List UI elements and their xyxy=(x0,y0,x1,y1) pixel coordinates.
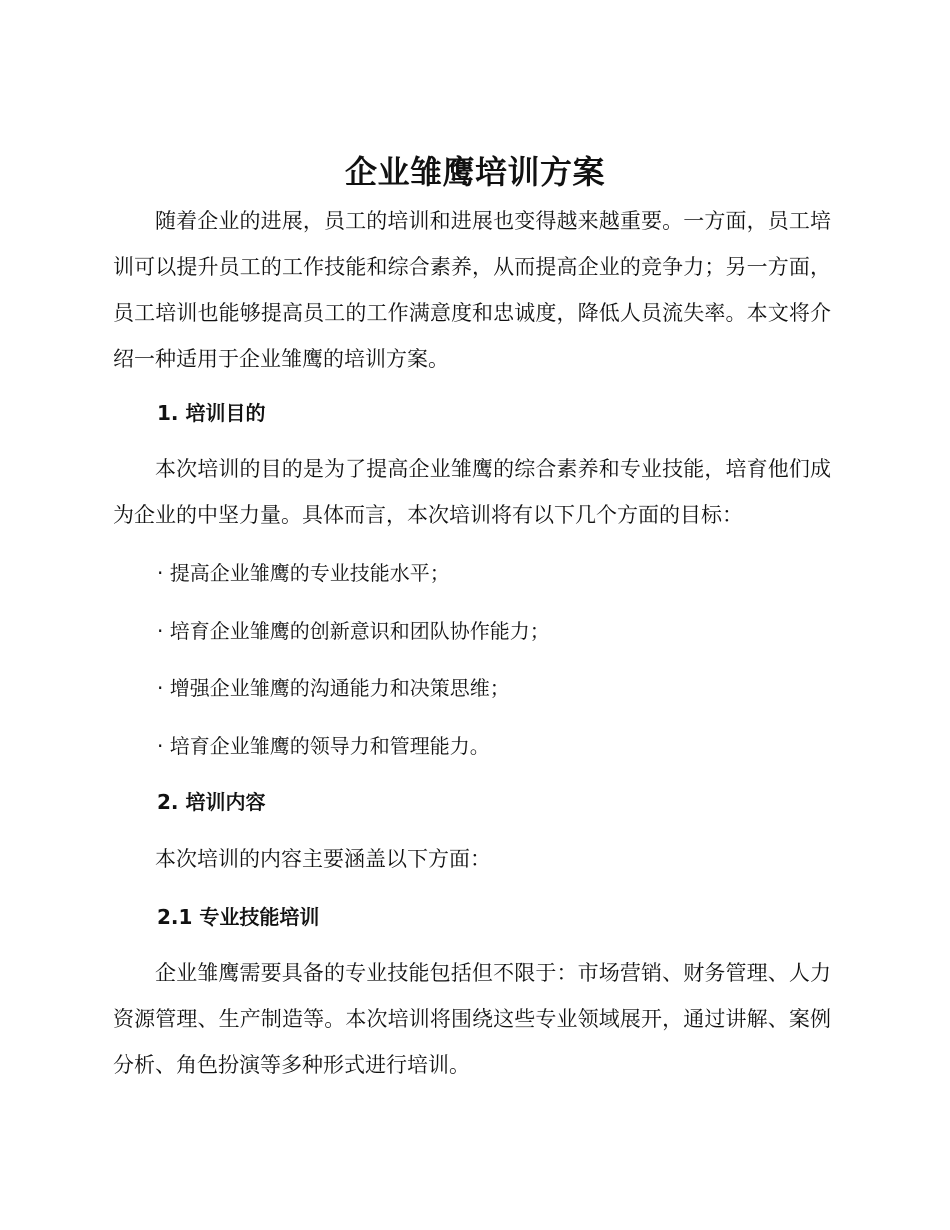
section-1-paragraph: 本次培训的目的是为了提高企业雏鹰的综合素养和专业技能，培育他们成为企业的中坚力量。具体而言，本次培训将有以下几个方面的目标： xyxy=(113,457,831,527)
goal-bullet-4: · 培育企业雏鹰的领导力和管理能力。 xyxy=(157,734,490,758)
goal-bullet-1: · 提高企业雏鹰的专业技能水平； xyxy=(157,561,450,585)
section-1-heading: 1. 培训目的 xyxy=(157,401,266,425)
intro-paragraph: 随着企业的进展，员工的培训和进展也变得越来越重要。一方面，员工培训可以提升员工的工作技能和综合素养，从而提高企业的竞争力；另一方面，员工培训也能够提高员工的工作满意度和忠诚度，降低人员流失率。本文将介绍一种适用于企业雏鹰的培训方案。 xyxy=(113,209,831,371)
section-2-paragraph: 本次培训的内容主要涵盖以下方面： xyxy=(155,847,491,871)
section-2-heading: 2. 培训内容 xyxy=(157,790,266,814)
subsection-2-1-heading: 2.1 专业技能培训 xyxy=(157,905,320,929)
document-title: 企业雏鹰培训方案 xyxy=(344,153,605,191)
subsection-2-1-paragraph: 企业雏鹰需要具备的专业技能包括但不限于：市场营销、财务管理、人力资源管理、生产制造等。本次培训将围绕这些专业领域展开，通过讲解、案例分析、角色扮演等多种形式进行培训。 xyxy=(113,961,831,1077)
goal-bullet-2: · 培育企业雏鹰的创新意识和团队协作能力； xyxy=(157,619,550,643)
goal-bullet-3: · 增强企业雏鹰的沟通能力和决策思维； xyxy=(157,676,510,700)
